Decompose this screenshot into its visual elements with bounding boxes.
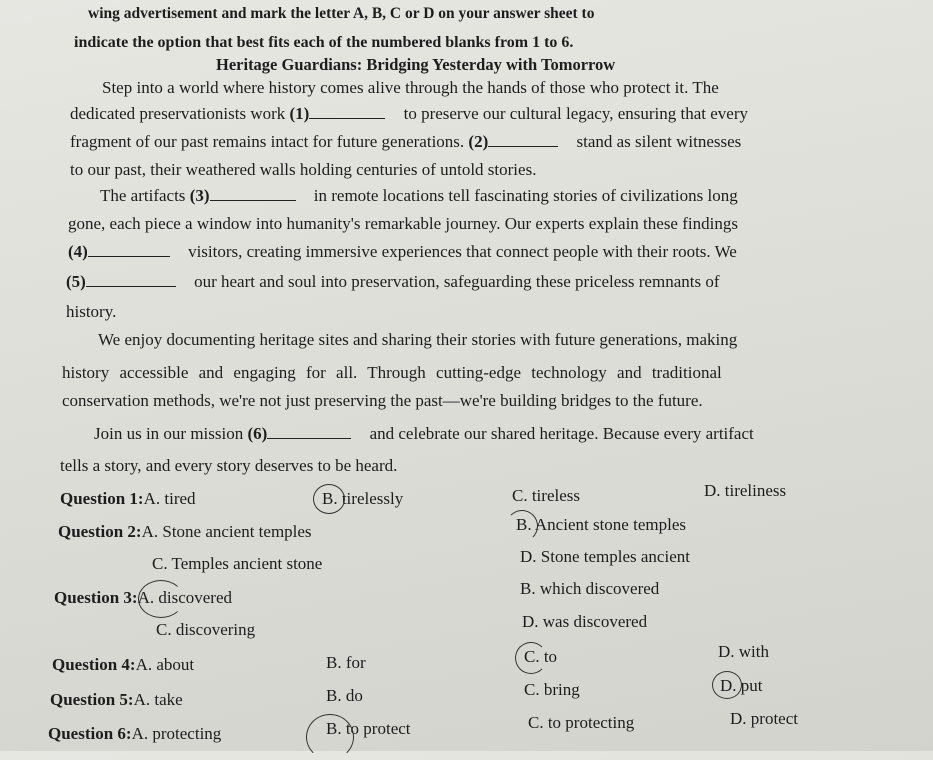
blank-number-2: (2) bbox=[468, 132, 489, 151]
q5-option-c[interactable]: C. bring bbox=[524, 680, 580, 699]
passage-p1-line-2 bbox=[70, 104, 748, 124]
q6-option-b[interactable]: B. to protect bbox=[326, 719, 411, 738]
blank-number-3: (3) bbox=[189, 186, 210, 205]
q3-option-d[interactable]: D. was discovered bbox=[522, 612, 648, 631]
passage-p2-line-3 bbox=[68, 242, 737, 262]
passage-p1-line-4: to our past, their weathered walls holding centuries of untold stories. bbox=[70, 160, 537, 179]
question-6 bbox=[48, 724, 221, 744]
blank-number-4: (4) bbox=[68, 242, 88, 261]
q4-option-d[interactable]: D. with bbox=[718, 642, 769, 661]
question-label: Question 3: bbox=[54, 588, 138, 607]
q2-option-d[interactable]: D. Stone temples ancient bbox=[520, 547, 690, 566]
option-a[interactable]: A. Stone ancient temples bbox=[141, 522, 312, 541]
instructions-line-1: wing advertisement and mark the letter A, B, C or D on your answer sheet to bbox=[88, 5, 595, 22]
q1-option-b[interactable]: B. tirelessly bbox=[322, 489, 404, 508]
passage-text: dedicated preservationists work bbox=[70, 104, 286, 123]
blank-6 bbox=[267, 424, 351, 439]
q5-option-d[interactable]: D. put bbox=[720, 676, 763, 695]
q1-option-d[interactable]: D. tireliness bbox=[704, 481, 787, 500]
q2-option-c[interactable]: C. Temples ancient stone bbox=[152, 554, 323, 573]
passage-title: Heritage Guardians: Bridging Yesterday with Tomorrow bbox=[216, 55, 616, 74]
passage-text: our heart and soul into preservation, safeguarding these priceless remnants of bbox=[194, 272, 720, 291]
passage-p2-line-1 bbox=[100, 186, 738, 206]
question-label: Question 4: bbox=[52, 655, 136, 674]
option-a[interactable]: A. tired bbox=[143, 489, 196, 508]
q1-option-c[interactable]: C. tireless bbox=[512, 486, 580, 505]
question-label: Question 6: bbox=[48, 724, 132, 743]
blank-5 bbox=[86, 272, 176, 287]
passage-p2-line-4 bbox=[66, 272, 720, 292]
question-label: Question 1: bbox=[60, 489, 144, 508]
option-a[interactable]: A. take bbox=[133, 690, 183, 709]
passage-text: The artifacts bbox=[100, 186, 186, 205]
instructions-line-2: indicate the option that best fits each of the numbered blanks from 1 to 6. bbox=[74, 34, 574, 51]
passage-text: fragment of our past remains intact for future generations. bbox=[70, 132, 465, 151]
question-label: Question 2: bbox=[58, 522, 142, 541]
question-2 bbox=[58, 522, 312, 542]
passage-p1-line-1: Step into a world where history comes alive through the hands of those who protect it. The bbox=[102, 78, 719, 97]
question-5 bbox=[50, 690, 183, 710]
passage-text: visitors, creating immersive experiences that connect people with their roots. We bbox=[188, 242, 737, 261]
q4-option-c[interactable]: C. to bbox=[524, 647, 558, 666]
passage-p1-line-3 bbox=[70, 132, 741, 152]
question-1 bbox=[60, 489, 196, 509]
passage-text: and celebrate our shared heritage. Because every artifact bbox=[369, 424, 754, 443]
option-a[interactable]: A. protecting bbox=[131, 724, 222, 743]
passage-p2-line-5: history. bbox=[66, 302, 117, 321]
q5-option-b[interactable]: B. do bbox=[326, 686, 363, 705]
question-3 bbox=[54, 588, 232, 608]
q2-option-b[interactable]: B. Ancient stone temples bbox=[516, 515, 686, 534]
blank-4 bbox=[88, 242, 170, 257]
q4-option-b[interactable]: B. for bbox=[326, 653, 366, 672]
passage-p2-line-2: gone, each piece a window into humanity's remarkable journey. Our experts explain these findings bbox=[68, 214, 738, 233]
option-a[interactable]: A. discovered bbox=[137, 588, 233, 607]
blank-2 bbox=[488, 132, 558, 147]
passage-p3-line-3: conservation methods, we're not just preserving the past—we're building bridges to the future. bbox=[62, 391, 703, 410]
passage-text: stand as silent witnesses bbox=[576, 132, 742, 151]
question-label: Question 5: bbox=[50, 690, 134, 709]
option-a[interactable]: A. about bbox=[135, 655, 195, 674]
passage-p4-line-1 bbox=[94, 424, 754, 444]
q6-option-d[interactable]: D. protect bbox=[730, 709, 798, 728]
blank-3 bbox=[210, 186, 296, 201]
q6-option-c[interactable]: C. to protecting bbox=[528, 713, 635, 732]
passage-p3-line-1: We enjoy documenting heritage sites and sharing their stories with future generations, making bbox=[98, 330, 738, 349]
question-4 bbox=[52, 655, 194, 675]
blank-number-1: (1) bbox=[289, 104, 310, 123]
blank-number-5: (5) bbox=[66, 272, 86, 291]
passage-text: in remote locations tell fascinating stories of civilizations long bbox=[313, 186, 738, 205]
passage-text: to preserve our cultural legacy, ensuring that every bbox=[403, 104, 749, 123]
passage-p4-line-2: tells a story, and every story deserves to be heard. bbox=[60, 456, 398, 475]
q3-option-c[interactable]: C. discovering bbox=[156, 620, 256, 639]
q3-option-b[interactable]: B. which discovered bbox=[520, 579, 660, 598]
blank-1 bbox=[309, 104, 385, 119]
passage-p3-line-2: history accessible and engaging for all. Through cutting-edge technology and traditional bbox=[62, 363, 722, 382]
passage-text: Join us in our mission bbox=[94, 424, 244, 443]
blank-number-6: (6) bbox=[247, 424, 268, 443]
